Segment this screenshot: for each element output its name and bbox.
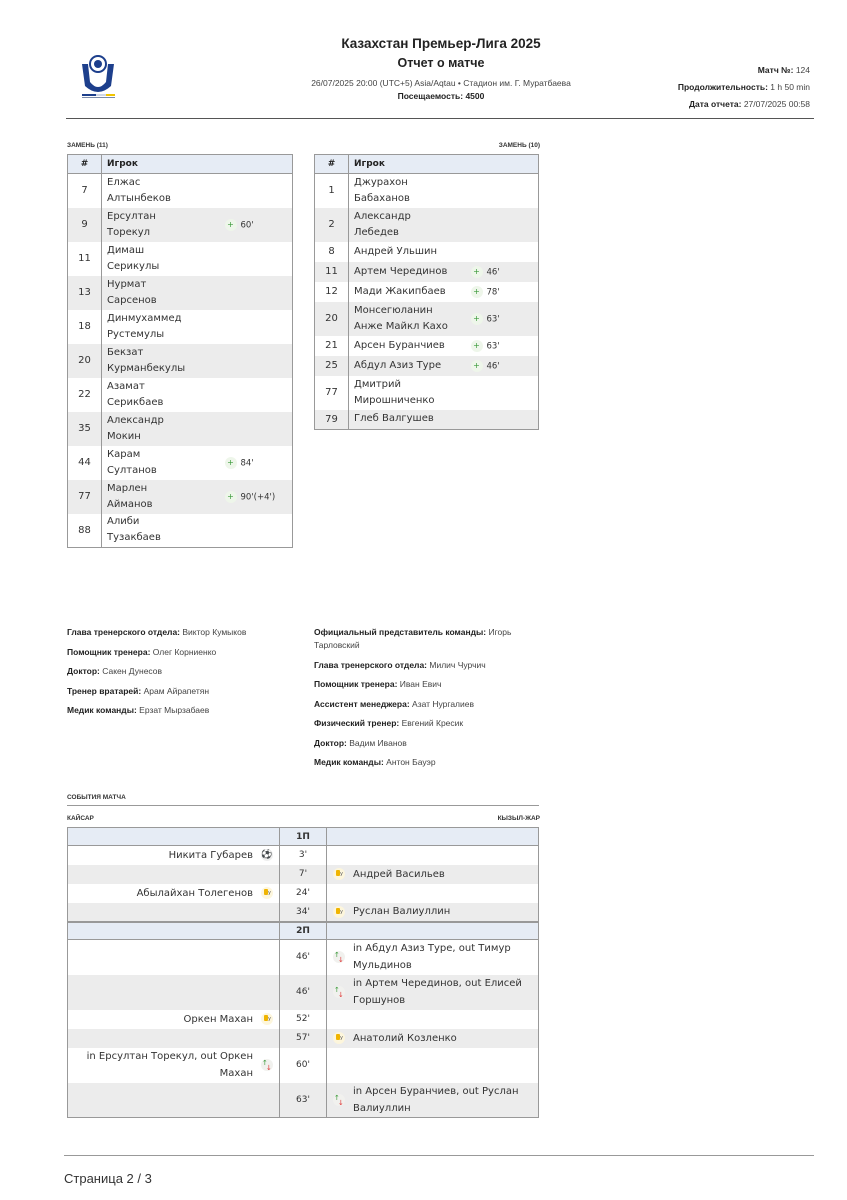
staff-name: Вадим Иванов bbox=[349, 737, 407, 748]
staff-name: Азат Нургалиев bbox=[412, 698, 475, 709]
player-name-line2: Султанов bbox=[107, 464, 157, 476]
player-number: 11 bbox=[68, 242, 102, 276]
player-row bbox=[68, 174, 293, 208]
player-name-line2: Рустемулы bbox=[107, 328, 165, 340]
event-row bbox=[68, 1083, 539, 1118]
staff-entry bbox=[314, 678, 539, 691]
sub-event bbox=[471, 262, 539, 282]
col-num: # bbox=[315, 155, 349, 174]
yellow-card-icon bbox=[261, 1013, 273, 1025]
sub-event bbox=[225, 208, 293, 242]
player-name bbox=[102, 480, 225, 514]
away-event bbox=[327, 903, 539, 922]
sub-event bbox=[471, 336, 539, 356]
away-event bbox=[327, 846, 539, 865]
staff-name: Виктор Кумыков bbox=[182, 627, 247, 637]
player-number: 77 bbox=[315, 376, 349, 410]
subs-left-label: ЗАМЕНЬ (11) bbox=[67, 142, 108, 149]
away-event bbox=[327, 940, 539, 975]
player-name bbox=[349, 302, 471, 336]
sub-event bbox=[471, 376, 539, 410]
home-team-label: КАЙСАР bbox=[67, 815, 94, 822]
event-row bbox=[68, 940, 539, 975]
staff-right bbox=[314, 626, 539, 776]
staff-name: Евгений Кресик bbox=[401, 718, 464, 728]
event-row bbox=[68, 903, 539, 922]
sub-event bbox=[225, 480, 293, 514]
player-name bbox=[349, 262, 471, 282]
staff-role: Глава тренерского отдела: bbox=[314, 659, 428, 670]
player-name-line1: Динмухаммед bbox=[107, 312, 182, 324]
sub-minute: 78' bbox=[486, 287, 500, 297]
sub-minute: 90'(+4') bbox=[240, 492, 276, 502]
player-number: 79 bbox=[315, 410, 349, 430]
home-event bbox=[68, 1029, 280, 1048]
player-name bbox=[102, 208, 225, 242]
sub-in-icon: + bbox=[225, 219, 237, 231]
player-name-line1: Димаш bbox=[107, 244, 145, 256]
home-event-text: Никита Губарев bbox=[168, 849, 253, 861]
attendance bbox=[226, 91, 656, 101]
staff-name: Иван Евич bbox=[399, 679, 442, 689]
sub-event bbox=[471, 356, 539, 376]
event-minute: 24' bbox=[280, 884, 327, 903]
home-event bbox=[68, 865, 280, 884]
sub-in-icon: + bbox=[471, 313, 483, 325]
league-title: Казахстан Премьер-Лига 2025 bbox=[341, 36, 541, 51]
home-event bbox=[68, 1083, 280, 1118]
player-name-line1: Андрей Ульшин bbox=[354, 245, 438, 257]
event-row bbox=[68, 975, 539, 1010]
event-minute: 57' bbox=[280, 1029, 327, 1048]
player-name bbox=[349, 356, 471, 376]
substitution-icon bbox=[261, 1059, 273, 1071]
player-row bbox=[315, 336, 539, 356]
separator-dot: • bbox=[457, 78, 461, 88]
player-number: 18 bbox=[68, 310, 102, 344]
match-date-venue bbox=[226, 76, 656, 91]
event-minute: 60' bbox=[280, 1048, 327, 1083]
staff-role: Ассистент менеджера: bbox=[314, 698, 410, 709]
away-event-text: Андрей Васильев bbox=[353, 868, 445, 880]
player-name bbox=[349, 174, 471, 208]
sub-minute: 63' bbox=[486, 341, 500, 351]
substitution-icon bbox=[333, 1094, 345, 1106]
player-row bbox=[315, 242, 539, 262]
report-header bbox=[66, 30, 814, 119]
player-row bbox=[68, 480, 293, 514]
match-meta bbox=[678, 62, 810, 113]
sub-event bbox=[471, 174, 539, 208]
staff-name: Арам Айрапетян bbox=[143, 685, 210, 696]
player-number: 20 bbox=[315, 302, 349, 336]
page-number: Страница 2 / 3 bbox=[64, 1171, 152, 1186]
player-row bbox=[315, 262, 539, 282]
sub-minute: 46' bbox=[486, 267, 500, 277]
player-name bbox=[102, 514, 225, 548]
report-subtitle: Отчет о матче bbox=[397, 56, 485, 70]
staff-name: Олег Корниенко bbox=[152, 646, 217, 657]
staff-role: Помощник тренера: bbox=[314, 679, 398, 689]
player-name bbox=[102, 242, 225, 276]
player-row bbox=[68, 378, 293, 412]
staff-name: Игорь Тарловский bbox=[314, 627, 512, 650]
home-event bbox=[68, 884, 280, 903]
player-number: 25 bbox=[315, 356, 349, 376]
player-name-line1: Артем Черединов bbox=[354, 265, 448, 277]
report-date-value: 27/07/2025 00:58 bbox=[743, 99, 810, 109]
player-name-line1: Ерсултан bbox=[107, 210, 156, 222]
event-row bbox=[68, 846, 539, 865]
staff-entry bbox=[314, 756, 539, 769]
half-blank-right bbox=[327, 828, 539, 846]
away-event bbox=[327, 1029, 539, 1048]
away-event-text: in Арсен Буранчиев, out Руслан Валиуллин bbox=[353, 1085, 519, 1114]
half-header-row bbox=[68, 922, 539, 940]
staff-role: Помощник тренера: bbox=[67, 646, 151, 657]
player-name-line2: Мокин bbox=[107, 430, 141, 442]
sub-event bbox=[471, 410, 539, 430]
away-event-text: in Абдул Азиз Туре, out Тимур Мульдинов bbox=[353, 943, 511, 972]
player-name-line1: Арсен Буранчиев bbox=[354, 339, 445, 351]
player-number: 2 bbox=[315, 208, 349, 242]
staff-role: Глава тренерского отдела: bbox=[67, 627, 181, 637]
player-number: 21 bbox=[315, 336, 349, 356]
staff-role: Официальный представитель команды: bbox=[314, 627, 487, 637]
half-blank-left bbox=[68, 828, 280, 846]
player-number: 22 bbox=[68, 378, 102, 412]
away-event-text: in Артем Черединов, out Елисей Горшунов bbox=[353, 978, 522, 1006]
player-name-line2: Айманов bbox=[107, 498, 153, 510]
sub-event bbox=[471, 282, 539, 302]
staff-name: Ерзат Мырзабаев bbox=[139, 705, 210, 715]
player-row bbox=[315, 282, 539, 302]
sub-event bbox=[471, 302, 539, 336]
player-row bbox=[315, 208, 539, 242]
staff-role: Медик команды: bbox=[314, 757, 384, 767]
substitution-icon bbox=[333, 986, 345, 998]
player-row bbox=[68, 514, 293, 548]
yellow-card-icon bbox=[333, 906, 345, 918]
player-name-line2: Торекул bbox=[107, 226, 151, 238]
col-player: Игрок bbox=[102, 155, 293, 174]
sub-event bbox=[225, 378, 293, 412]
sub-in-icon: + bbox=[471, 340, 483, 352]
player-number: 44 bbox=[68, 446, 102, 480]
player-name-line2: Тузакбаев bbox=[107, 532, 161, 544]
staff-role: Физический тренер: bbox=[314, 718, 400, 728]
player-name-line1: Елжас bbox=[107, 176, 141, 188]
player-name-line1: Карам bbox=[107, 448, 141, 460]
player-name-line2: Анже Майкл Кахо bbox=[354, 320, 448, 332]
away-event bbox=[327, 1048, 539, 1083]
sub-minute: 84' bbox=[240, 458, 254, 468]
player-row bbox=[68, 242, 293, 276]
staff-name: Сакен Дунесов bbox=[102, 666, 163, 676]
sub-event bbox=[225, 276, 293, 310]
duration-label: Продолжительность: bbox=[677, 82, 768, 92]
player-number: 88 bbox=[68, 514, 102, 548]
player-row bbox=[68, 310, 293, 344]
event-row bbox=[68, 884, 539, 903]
player-number: 8 bbox=[315, 242, 349, 262]
player-number: 9 bbox=[68, 208, 102, 242]
home-event-text: in Ерсултан Торекул, out Оркен Махан bbox=[86, 1051, 253, 1079]
staff-entry bbox=[314, 737, 539, 750]
player-name bbox=[349, 376, 471, 410]
staff-entry bbox=[314, 659, 539, 672]
player-row bbox=[315, 376, 539, 410]
subs-left-table bbox=[67, 154, 293, 548]
attendance-label: Посещаемость: bbox=[397, 91, 464, 101]
player-row bbox=[315, 356, 539, 376]
events-divider bbox=[67, 805, 539, 806]
player-name-line1: Александр bbox=[354, 210, 411, 222]
player-name bbox=[102, 412, 225, 446]
sub-minute: 63' bbox=[486, 314, 500, 324]
events-table bbox=[67, 827, 539, 1118]
subs-right-label: ЗАМЕНЬ (10) bbox=[498, 142, 540, 149]
staff-role: Медик команды: bbox=[67, 705, 137, 715]
substitution-icon bbox=[333, 951, 345, 963]
away-event-text: Руслан Валиуллин bbox=[353, 906, 451, 917]
staff-entry bbox=[314, 698, 539, 711]
home-event bbox=[68, 1010, 280, 1029]
player-number: 13 bbox=[68, 276, 102, 310]
event-minute: 7' bbox=[280, 865, 327, 884]
player-name bbox=[102, 174, 225, 208]
col-player: Игрок bbox=[349, 155, 539, 174]
sub-event bbox=[225, 310, 293, 344]
yellow-card-icon bbox=[333, 868, 345, 880]
half-label: 2П bbox=[280, 922, 327, 940]
away-event-text: Анатолий Козленко bbox=[353, 1032, 457, 1044]
staff-entry bbox=[67, 665, 302, 678]
sub-event bbox=[225, 446, 293, 480]
staff-entry bbox=[67, 704, 302, 717]
player-name bbox=[102, 310, 225, 344]
player-name-line2: Лебедев bbox=[354, 226, 399, 238]
sub-event bbox=[471, 208, 539, 242]
event-minute: 34' bbox=[280, 903, 327, 922]
attendance-value: 4500 bbox=[465, 91, 485, 101]
away-event bbox=[327, 1010, 539, 1029]
player-number: 7 bbox=[68, 174, 102, 208]
player-row bbox=[315, 174, 539, 208]
subs-right-table bbox=[314, 154, 539, 430]
player-name-line1: Нурмат bbox=[107, 278, 147, 290]
player-number: 1 bbox=[315, 174, 349, 208]
away-team-label: КЫЗЫЛ-ЖАР bbox=[497, 815, 540, 822]
sub-event bbox=[225, 344, 293, 378]
player-name-line1: Марлен bbox=[107, 482, 148, 494]
event-minute: 3' bbox=[280, 846, 327, 865]
events-title: СОБЫТИЯ МАТЧА bbox=[67, 794, 126, 801]
home-event bbox=[68, 903, 280, 922]
sub-in-icon: + bbox=[471, 266, 483, 278]
staff-role: Тренер вратарей: bbox=[67, 685, 142, 696]
sub-in-icon: + bbox=[471, 360, 483, 372]
player-name bbox=[102, 378, 225, 412]
player-name-line1: Дмитрий bbox=[354, 378, 402, 390]
player-row bbox=[68, 208, 293, 242]
staff-entry bbox=[67, 685, 302, 698]
league-trophy-logo-icon bbox=[78, 52, 118, 100]
event-row bbox=[68, 1029, 539, 1048]
player-number: 20 bbox=[68, 344, 102, 378]
player-row bbox=[68, 276, 293, 310]
sub-event bbox=[225, 412, 293, 446]
duration-value: 1 h 50 min bbox=[770, 82, 810, 92]
player-row bbox=[68, 412, 293, 446]
footer-divider bbox=[64, 1155, 814, 1156]
away-event bbox=[327, 975, 539, 1010]
player-name-line2: Серикбаев bbox=[107, 396, 164, 408]
player-name-line1: Александр bbox=[107, 414, 164, 426]
yellow-card-icon bbox=[333, 1032, 345, 1044]
sub-event bbox=[471, 242, 539, 262]
player-name bbox=[349, 336, 471, 356]
report-date-label: Дата отчета: bbox=[688, 99, 742, 109]
player-name-line2: Бабаханов bbox=[354, 192, 410, 204]
player-name bbox=[102, 344, 225, 378]
player-name-line2: Серикулы bbox=[107, 260, 160, 272]
player-name-line1: Джурахон bbox=[354, 176, 408, 188]
half-header-row bbox=[68, 828, 539, 846]
sub-in-icon: + bbox=[225, 491, 237, 503]
player-row bbox=[315, 302, 539, 336]
home-event-text: Абылайхан Толегенов bbox=[136, 887, 253, 899]
player-name bbox=[349, 410, 471, 430]
home-event bbox=[68, 975, 280, 1010]
half-blank-right bbox=[327, 922, 539, 940]
staff-name: Милич Чурчич bbox=[429, 659, 486, 670]
player-number: 77 bbox=[68, 480, 102, 514]
staff-role: Доктор: bbox=[314, 737, 347, 748]
staff-entry bbox=[314, 626, 539, 652]
player-name-line1: Алиби bbox=[107, 516, 140, 528]
player-name bbox=[102, 276, 225, 310]
player-name-line2: Мирошниченко bbox=[354, 394, 435, 406]
away-event bbox=[327, 884, 539, 903]
match-datetime: 26/07/2025 20:00 (UTC+5) Asia/Aqtau bbox=[311, 78, 456, 88]
match-no-label: Матч №: bbox=[757, 65, 794, 75]
player-number: 35 bbox=[68, 412, 102, 446]
player-row bbox=[315, 410, 539, 430]
player-name bbox=[349, 208, 471, 242]
player-name bbox=[102, 446, 225, 480]
staff-role: Доктор: bbox=[67, 666, 100, 676]
sub-minute: 60' bbox=[240, 220, 254, 230]
player-name-line2: Курманбекулы bbox=[107, 362, 186, 374]
event-minute: 46' bbox=[280, 940, 327, 975]
home-event-text: Оркен Махан bbox=[183, 1013, 253, 1025]
player-name-line2: Сарсенов bbox=[107, 294, 157, 306]
player-name-line1: Глеб Валгушев bbox=[354, 413, 434, 425]
away-event bbox=[327, 1083, 539, 1118]
sub-in-icon: + bbox=[225, 457, 237, 469]
event-minute: 63' bbox=[280, 1083, 327, 1118]
player-name-line1: Бекзат bbox=[107, 346, 144, 358]
sub-minute: 46' bbox=[486, 361, 500, 371]
staff-entry bbox=[67, 646, 302, 659]
sub-in-icon: + bbox=[471, 286, 483, 298]
half-blank-left bbox=[68, 922, 280, 940]
home-event bbox=[68, 1048, 280, 1083]
sub-event bbox=[225, 514, 293, 548]
sub-event bbox=[225, 242, 293, 276]
event-row bbox=[68, 1048, 539, 1083]
event-row bbox=[68, 1010, 539, 1029]
player-name-line2: Алтынбеков bbox=[107, 192, 171, 204]
goal-icon: ⚽ bbox=[261, 850, 273, 861]
half-label: 1П bbox=[280, 828, 327, 846]
staff-name: Антон Бауэр bbox=[386, 757, 436, 767]
staff-left bbox=[67, 626, 302, 724]
player-number: 11 bbox=[315, 262, 349, 282]
event-row bbox=[68, 865, 539, 884]
sub-event bbox=[225, 174, 293, 208]
player-name-line1: Абдул Азиз Туре bbox=[354, 359, 442, 371]
event-minute: 46' bbox=[280, 975, 327, 1010]
yellow-card-icon bbox=[261, 887, 273, 899]
staff-entry bbox=[314, 717, 539, 730]
player-name bbox=[349, 282, 471, 302]
staff-entry bbox=[67, 626, 302, 639]
player-number: 12 bbox=[315, 282, 349, 302]
match-no-value: 124 bbox=[795, 65, 810, 75]
player-name-line1: Азамат bbox=[107, 380, 145, 392]
home-event bbox=[68, 940, 280, 975]
event-minute: 52' bbox=[280, 1010, 327, 1029]
player-name-line1: Монсегюланин bbox=[354, 304, 433, 316]
player-name bbox=[349, 242, 471, 262]
player-row bbox=[68, 446, 293, 480]
away-event bbox=[327, 865, 539, 884]
col-num: # bbox=[68, 155, 102, 174]
player-name-line1: Мади Жакипбаев bbox=[354, 285, 446, 297]
home-event bbox=[68, 846, 280, 865]
stadium: Стадион им. Г. Муратбаева bbox=[463, 78, 571, 88]
player-row bbox=[68, 344, 293, 378]
